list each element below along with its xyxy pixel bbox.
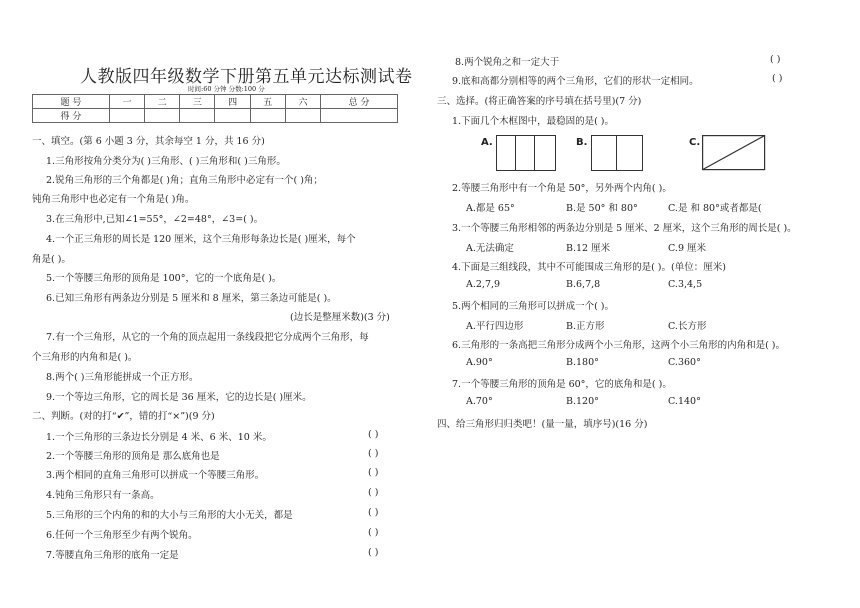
- fill-question: 9.一个等边三角形，它的周长是 36 厘米，它的边长是( )厘米。: [46, 392, 312, 403]
- fill-question: 5.一个等腰三角形的顶角是 100°，它的一个底角是( )。: [46, 273, 282, 284]
- choice-option: B.180°: [566, 357, 599, 368]
- choice-question: 3.一个等腰三角形相邻的两条边分别是 5 厘米、2 厘米，这个三角形的周长是( )。: [452, 223, 797, 234]
- score-cell[interactable]: [321, 109, 398, 123]
- frame-figure-b: [591, 135, 643, 171]
- fill-question: 钝角三角形中也必定有一个角是( )角。: [32, 194, 195, 205]
- figure-line: [616, 136, 617, 170]
- score-cell: 四: [215, 95, 250, 109]
- answer-paren[interactable]: ( ): [368, 527, 379, 538]
- choice-option: C.长方形: [668, 321, 707, 332]
- choice-option: A.90°: [466, 357, 493, 368]
- choice-option: B.120°: [566, 396, 599, 407]
- frame-figure-c: [702, 135, 766, 171]
- fill-question: 4.一个正三角形的周长是 120 厘米，这个三角形每条边长是( )厘米，每个: [46, 234, 356, 245]
- score-table-header-row: [33, 95, 398, 109]
- choice-option: A.70°: [466, 396, 493, 407]
- judge-question: 8.两个锐角之和一定大于: [455, 57, 560, 68]
- section-4-title: 四、给三角形归归类吧！(量一量，填序号)(16 分): [437, 419, 648, 430]
- score-cell[interactable]: [109, 109, 144, 123]
- choice-option: A.都是 65°: [466, 203, 515, 214]
- answer-paren[interactable]: ( ): [772, 73, 783, 84]
- section-3-title: 三、选择。(将正确答案的序号填在括号里)(7 分): [437, 96, 642, 107]
- option-label: A.: [481, 137, 493, 148]
- score-cell: 得 分: [33, 109, 110, 123]
- judge-question: 5.三角形的三个内角的和的大小与三角形的大小无关，都是: [46, 510, 293, 521]
- judge-question: 7.等腰直角三角形的底角一定是: [46, 550, 179, 561]
- fill-question: 个三角形的内角和是( )。: [32, 352, 138, 363]
- choice-option: C.是 和 80°或者都是(: [668, 203, 762, 214]
- choice-question: 1.下面几个木框图中，最稳固的是( )。: [452, 116, 614, 127]
- fill-question: 3.在三角形中,已知∠1=55°，∠2=48°，∠3=( )。: [46, 214, 264, 225]
- score-cell: 五: [250, 95, 285, 109]
- score-cell: 一: [109, 95, 144, 109]
- section-1-title: 一、填空。(第 6 小题 3 分，其余每空 1 分，共 16 分): [32, 136, 265, 147]
- judge-question: 4.钝角三角形只有一条高。: [46, 490, 160, 501]
- fill-question: 7.有一个三角形，从它的一个角的顶点起用一条线段把它分成两个三角形，每: [46, 332, 369, 343]
- choice-question: 7.一个等腰三角形的顶角是 60°，它的底角和是( )。: [452, 379, 672, 390]
- choice-option: B.正方形: [566, 321, 605, 332]
- score-cell[interactable]: [250, 109, 285, 123]
- answer-paren[interactable]: ( ): [368, 507, 379, 518]
- choice-question: 4.下面是三组线段，其中不可能围成三角形的是( )。(单位：厘米): [452, 262, 726, 273]
- answer-paren[interactable]: ( ): [368, 448, 379, 459]
- score-cell: 三: [180, 95, 215, 109]
- answer-paren[interactable]: ( ): [368, 547, 379, 558]
- choice-question: 2.等腰三角形中有一个角是 50°，另外两个内角( )。: [452, 183, 672, 194]
- score-cell[interactable]: [145, 109, 180, 123]
- choice-option: A.无法确定: [466, 243, 514, 254]
- score-cell: 六: [285, 95, 320, 109]
- figure-line: [515, 136, 516, 170]
- score-cell[interactable]: [285, 109, 320, 123]
- choice-option: C.140°: [668, 396, 701, 407]
- score-table-score-row: [33, 109, 398, 123]
- choice-option: B.12 厘米: [566, 243, 611, 254]
- score-cell: 二: [145, 95, 180, 109]
- score-table: [32, 94, 398, 123]
- choice-question: 6.三角形的一条高把三角形分成两个小三角形，这两个小三角形的内角和是( )。: [452, 340, 785, 351]
- option-label: C.: [689, 137, 701, 148]
- answer-paren[interactable]: ( ): [368, 487, 379, 498]
- fill-question: 角是( )。: [32, 254, 71, 265]
- choice-option: B.6,7,8: [566, 279, 601, 290]
- figure-line: [534, 136, 535, 170]
- choice-option: A.2,7,9: [466, 279, 501, 290]
- section-2-title: 二、判断。(对的打“✔”，错的打“×”)(9 分): [32, 411, 215, 422]
- choice-option: C.3,4,5: [668, 279, 703, 290]
- choice-option: B.是 50° 和 80°: [566, 203, 638, 214]
- exam-meta: 时间:60 分钟 分数:100 分: [188, 85, 265, 93]
- judge-question: 9.底和高都分别相等的两个三角形，它们的形状一定相同。: [452, 76, 699, 87]
- score-cell: 总 分: [321, 95, 398, 109]
- choice-option: C.360°: [668, 357, 701, 368]
- figure-diagonal: [703, 136, 765, 170]
- fill-question: 8.两个( )三角形能拼成一个正方形。: [46, 372, 199, 383]
- answer-paren[interactable]: ( ): [368, 429, 379, 440]
- frame-figure-a: [496, 135, 556, 171]
- choice-option: A.平行四边形: [466, 321, 524, 332]
- answer-paren[interactable]: ( ): [368, 467, 379, 478]
- fill-question: 1.三角形按角分类分为( )三角形、( )三角形和( )三角形。: [46, 156, 286, 167]
- answer-paren[interactable]: ( ): [770, 54, 781, 65]
- judge-question: 3.两个相同的直角三角形可以拼成一个等腰三角形。: [46, 470, 265, 481]
- judge-question: 6.任何一个三角形至少有两个锐角。: [46, 530, 198, 541]
- fill-question: 6.已知三角形有两条边分别是 5 厘米和 8 厘米，第三条边可能是( )。: [46, 293, 337, 304]
- judge-question: 1.一个三角形的三条边长分别是 4 米、6 米、10 米。: [46, 432, 272, 443]
- fill-question: 2.锐角三角形的三个角都是( )角；直角三角形中必定有一个( )角；: [46, 175, 323, 186]
- judge-question: 2.一个等腰三角形的顶角是 那么底角也是: [46, 451, 220, 462]
- page-title: 人教版四年级数学下册第五单元达标测试卷: [80, 67, 413, 87]
- option-label: B.: [576, 137, 588, 148]
- score-cell[interactable]: [215, 109, 250, 123]
- choice-question: 5.两个相同的三角形可以拼成一个( )。: [452, 301, 614, 312]
- score-cell[interactable]: [180, 109, 215, 123]
- fill-question: (边长是整厘米数)(3 分): [290, 312, 390, 323]
- score-cell: 题 号: [33, 95, 110, 109]
- choice-option: C.9 厘米: [668, 243, 707, 254]
